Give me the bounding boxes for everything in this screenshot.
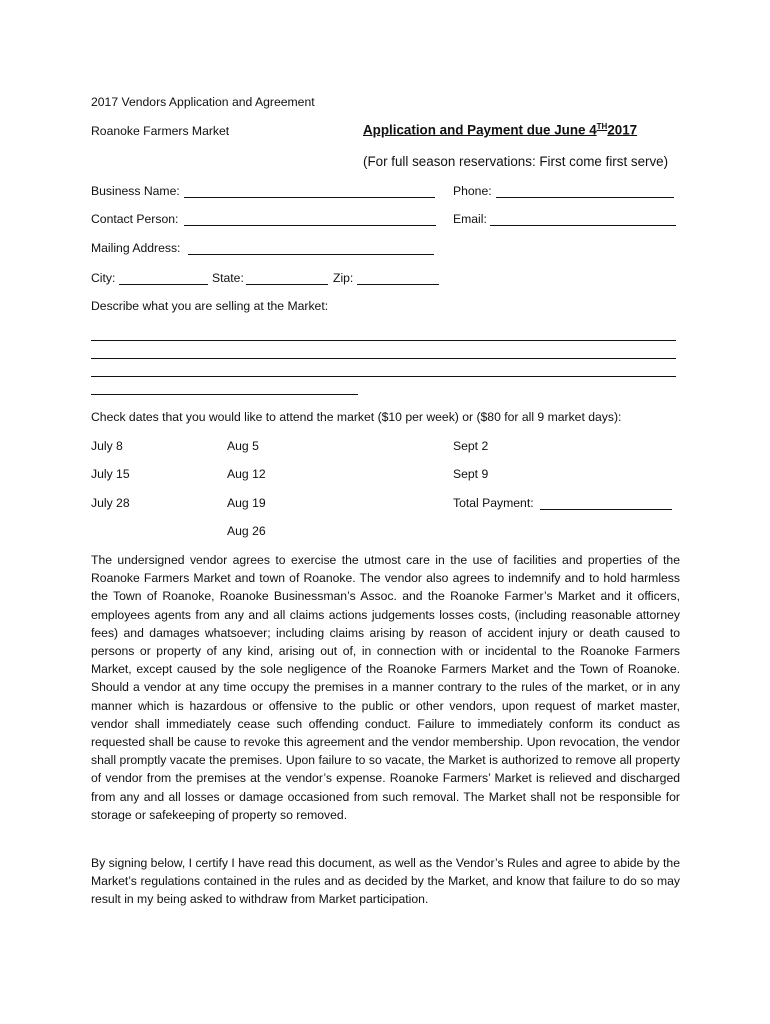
reservation-note: (For full season reservations: First come first serve) [363, 154, 669, 169]
mailing-address-field[interactable] [188, 254, 434, 255]
city-label: City: [91, 271, 116, 285]
date-aug-19[interactable]: Aug 19 [227, 496, 266, 510]
date-sept-9[interactable]: Sept 9 [453, 467, 489, 481]
due-date-notice [363, 122, 637, 137]
state-field[interactable] [246, 284, 328, 285]
total-payment-label: Total Payment: [453, 496, 534, 510]
certification-paragraph: By signing below, I certify I have read this document, as well as the Vendor’s Rules and agree to abide by the Market’s regulations contained in the rules and as decided by the Market, and know that failure to do so may result in my being asked to withdraw from Market participation. [91, 856, 680, 907]
zip-label: Zip: [333, 271, 354, 285]
email-label: Email: [453, 212, 487, 226]
state-label: State: [212, 271, 244, 285]
agreement-paragraph: The undersigned vendor agrees to exercise the utmost care in the use of facilities and properties of the Roanoke Farmers Market and town of Roanoke. The vendor also agrees to indemnify and to hold harmless the Town of Roanoke, Roanoke Businessman’s Assoc. and the Roanoke Farmer’s Market and it officers, employees agents from any and all claims actions judgements losses costs, (including reasonable attorney fees) and damages whatsoever; including claims arising by reason of accident injury or death caused to persons or property of any kind, arising out of, in connection with or incidental to the Roanoke Farmers Market, except caused by the sole negligence of the Roanoke Farmers Market and the Town of Roanoke. Should a vendor at any time occupy the premises in a manner contrary to the rules of the market, or in any manner which is hazardous or offensive to the public or other vendors, upon request of market master, vendor shall immediately cease such offending conduct. Failure to immediately conform its conduct as requested shall be cause to revoke this agreement and the vendor membership. Upon revocation, the vendor shall promptly vacate the premises. Upon failure to so vacate, the Market is authorized to remove all property of vendor from the premises at the vendor’s expense. Roanoke Farmers’ Market is relieved and discharged from any and all losses or damage occasioned from such removal. The Market shall not be responsible for storage or safekeeping of property so removed. [91, 553, 680, 822]
city-field[interactable] [119, 284, 208, 285]
date-july-28[interactable]: July 28 [91, 496, 130, 510]
date-aug-26[interactable]: Aug 26 [227, 524, 266, 538]
document-title: 2017 Vendors Application and Agreement [91, 95, 315, 109]
due-date-year: 2017 [607, 122, 638, 138]
zip-field[interactable] [357, 284, 439, 285]
business-name-label: Business Name: [91, 184, 180, 198]
contact-person-field[interactable] [184, 225, 436, 226]
describe-line-1[interactable] [91, 340, 676, 341]
total-payment-field[interactable] [540, 509, 672, 510]
dates-instruction: Check dates that you would like to attend the market ($10 per week) or ($80 for all 9 market days): [91, 410, 622, 424]
describe-label: Describe what you are selling at the Market: [91, 299, 329, 313]
date-july-15[interactable]: July 15 [91, 467, 130, 481]
date-july-8[interactable]: July 8 [91, 439, 123, 453]
phone-label: Phone: [453, 184, 492, 198]
due-date-sup: TH [596, 122, 608, 131]
phone-field[interactable] [496, 197, 674, 198]
market-name: Roanoke Farmers Market [91, 124, 230, 138]
business-name-field[interactable] [184, 197, 435, 198]
date-aug-12[interactable]: Aug 12 [227, 467, 266, 481]
describe-line-3[interactable] [91, 376, 676, 377]
due-date-prefix: Application and Payment due June 4 [363, 122, 597, 138]
date-aug-5[interactable]: Aug 5 [227, 439, 259, 453]
describe-line-4[interactable] [91, 394, 358, 395]
email-field[interactable] [490, 225, 676, 226]
date-sept-2[interactable]: Sept 2 [453, 439, 489, 453]
contact-person-label: Contact Person: [91, 212, 179, 226]
describe-line-2[interactable] [91, 358, 676, 359]
mailing-address-label: Mailing Address: [91, 241, 181, 255]
